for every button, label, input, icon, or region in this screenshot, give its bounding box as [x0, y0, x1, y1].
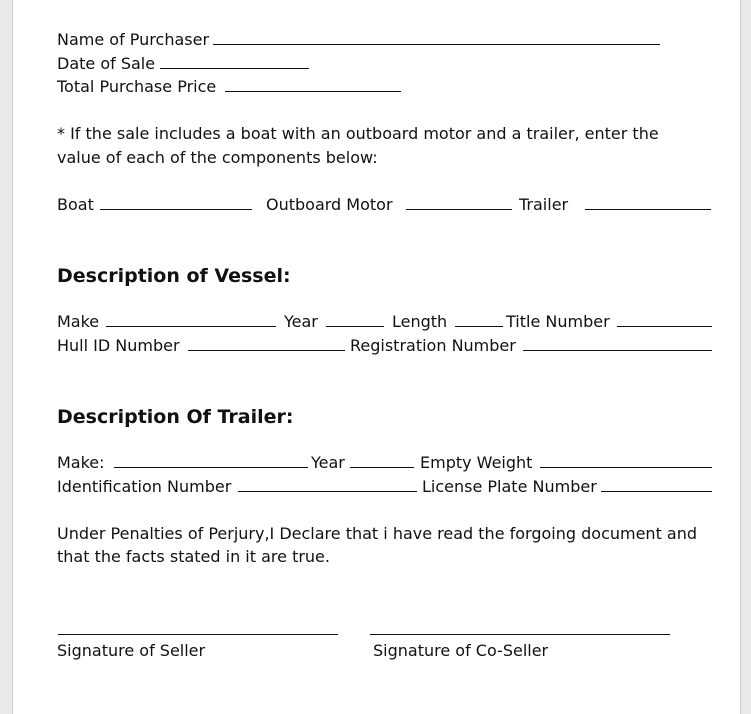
trailer-year-line[interactable]	[350, 467, 414, 468]
outboard-motor-label: Outboard Motor	[266, 195, 393, 214]
boat-value-line[interactable]	[100, 209, 252, 210]
identification-number-line[interactable]	[238, 491, 417, 492]
trailer-make-line[interactable]	[114, 467, 308, 468]
date-of-sale-label: Date of Sale	[57, 54, 156, 73]
vessel-make-line[interactable]	[106, 326, 276, 327]
trailer-label: Trailer	[519, 195, 569, 214]
registration-line[interactable]	[523, 350, 712, 351]
identification-number-label: Identification Number	[57, 477, 232, 496]
vessel-heading: Description of Vessel:	[57, 265, 291, 287]
purchaser-name-label: Name of Purchaser	[57, 30, 210, 49]
note-line-1: * If the sale includes a boat with an outboard motor and a trailer, enter the	[57, 124, 659, 143]
empty-weight-label: Empty Weight	[420, 453, 533, 472]
vessel-make-label: Make	[57, 312, 100, 331]
empty-weight-line[interactable]	[540, 467, 712, 468]
trailer-year-label: Year	[311, 453, 345, 472]
trailer-value-line[interactable]	[585, 209, 711, 210]
vessel-length-label: Length	[392, 312, 448, 331]
vessel-length-line[interactable]	[455, 326, 503, 327]
trailer-make-label: Make:	[57, 453, 105, 472]
vessel-year-line[interactable]	[326, 326, 384, 327]
trailer-heading: Description Of Trailer:	[57, 406, 294, 428]
date-of-sale-line[interactable]	[160, 68, 309, 69]
coseller-signature-label: Signature of Co-Seller	[373, 641, 549, 660]
license-plate-line[interactable]	[601, 491, 712, 492]
total-price-label: Total Purchase Price	[57, 77, 217, 96]
seller-signature-label: Signature of Seller	[57, 641, 206, 660]
coseller-signature-line[interactable]	[370, 634, 670, 635]
vessel-title-line[interactable]	[617, 326, 712, 327]
outboard-motor-value-line[interactable]	[406, 209, 512, 210]
declaration-line-1: Under Penalties of Perjury,I Declare that i have read the forgoing document and	[57, 524, 698, 543]
hull-id-label: Hull ID Number	[57, 336, 180, 355]
total-price-line[interactable]	[225, 91, 401, 92]
seller-signature-line[interactable]	[58, 634, 338, 635]
purchaser-name-line[interactable]	[213, 44, 660, 45]
vessel-year-label: Year	[284, 312, 318, 331]
vessel-title-label: Title Number	[506, 312, 610, 331]
note-line-2: value of each of the components below:	[57, 148, 378, 167]
registration-label: Registration Number	[350, 336, 516, 355]
hull-id-line[interactable]	[188, 350, 345, 351]
document-page	[12, 0, 741, 714]
declaration-line-2: that the facts stated in it are true.	[57, 547, 330, 566]
license-plate-label: License Plate Number	[422, 477, 597, 496]
boat-label: Boat	[57, 195, 94, 214]
